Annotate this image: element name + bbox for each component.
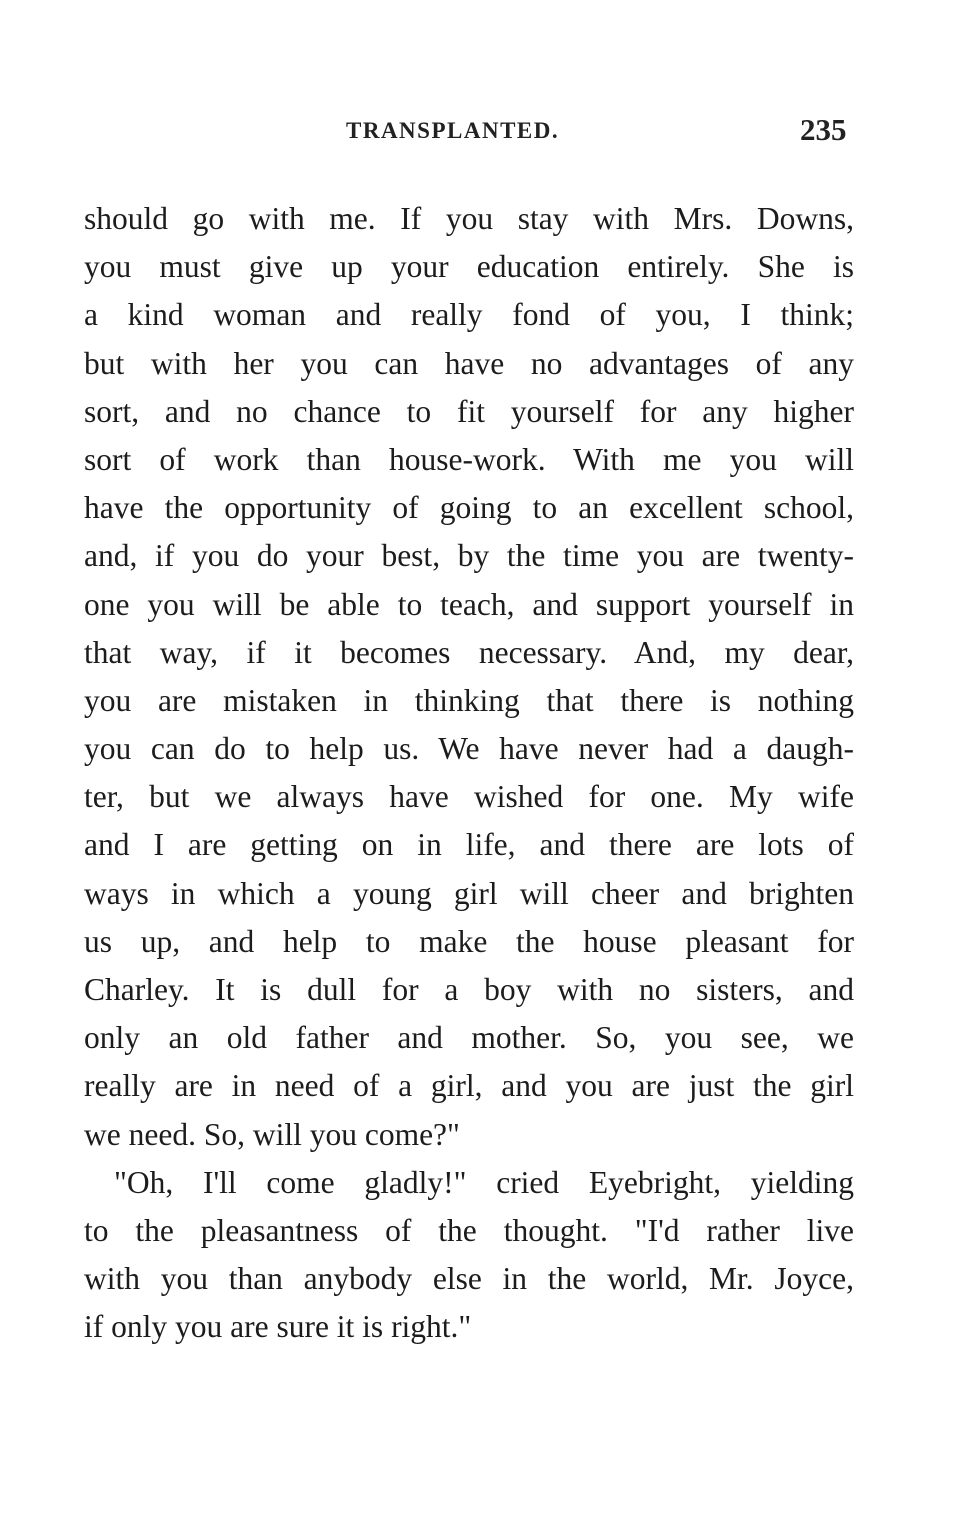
- text-line: sort, and no chance to fit yourself for any higher: [84, 393, 854, 429]
- text-line: you can do to help us. We have never had a daugh-: [84, 731, 854, 767]
- text-line: really are in need of a girl, and you are just the girl: [84, 1068, 854, 1104]
- text-line: ter, but we always have wished for one. My wife: [84, 779, 854, 815]
- text-line: only an old father and mother. So, you see, we: [84, 1020, 854, 1056]
- text-line: should go with me. If you stay with Mrs. Downs,: [84, 201, 854, 236]
- text-line: with you than anybody else in the world, Mr. Joyce,: [84, 1261, 854, 1297]
- text-line: and, if you do your best, by the time you are twenty-: [84, 538, 854, 574]
- text-line: have the opportunity of going to an excellent school,: [84, 490, 854, 526]
- running-title: TRANSPLANTED.: [346, 118, 560, 143]
- text-line: you are mistaken in thinking that there is nothing: [84, 682, 854, 718]
- text-line: if only you are sure it is right.": [84, 1309, 472, 1345]
- paragraph: [84, 195, 854, 1159]
- text-line: sort of work than house-work. With me you will: [84, 441, 854, 477]
- text-line: Charley. It is dull for a boy with no sisters, and: [84, 972, 854, 1007]
- text-line: we need. So, will you come?": [84, 1116, 460, 1152]
- text-line: that way, if it becomes necessary. And, my dear,: [84, 634, 854, 670]
- text-line: "Oh, I'll come gladly!" cried Eyebright, yielding: [114, 1164, 854, 1200]
- page-number: 235: [800, 112, 847, 147]
- text-line: and I are getting on in life, and there are lots of: [84, 827, 854, 863]
- text-line: to the pleasantness of the thought. "I'd rather live: [84, 1212, 854, 1248]
- text-line: ways in which a young girl will cheer and brighten: [84, 875, 854, 911]
- text-line: us up, and help to make the house pleasant for: [84, 923, 854, 959]
- text-line: you must give up your education entirely. She is: [84, 249, 854, 285]
- body-text: [84, 195, 854, 1352]
- text-line: a kind woman and really fond of you, I think;: [84, 297, 854, 333]
- text-line: but with her you can have no advantages of any: [84, 345, 854, 381]
- text-line: one you will be able to teach, and support yourself in: [84, 586, 854, 622]
- paragraph: [84, 1159, 854, 1352]
